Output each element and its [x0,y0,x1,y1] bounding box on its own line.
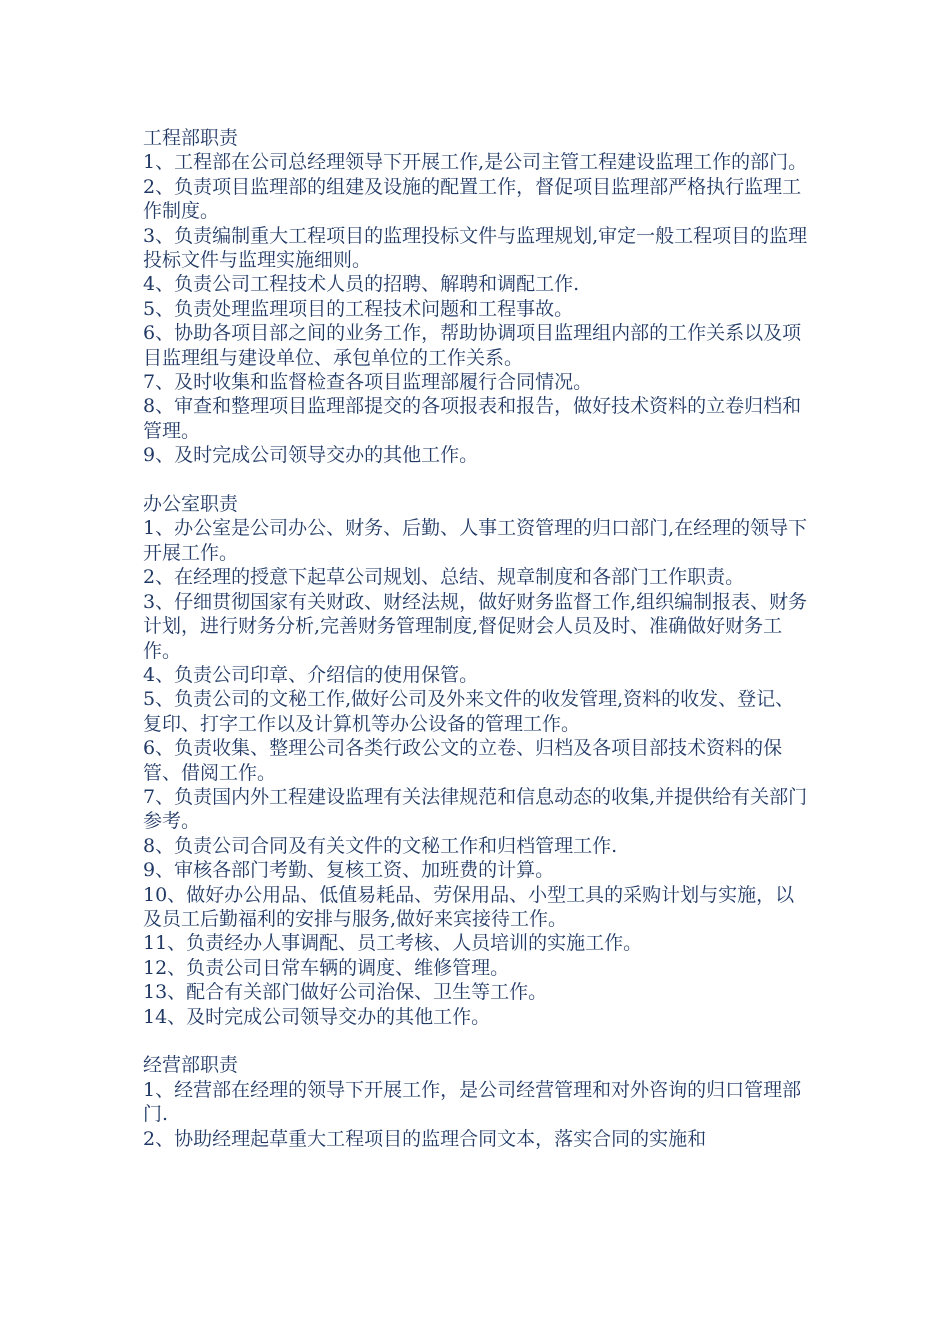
list-item: 9、及时完成公司领导交办的其他工作。 [143,444,479,467]
list-item: 14、及时完成公司领导交办的其他工作。 [143,1005,491,1028]
list-item: 12、负责公司日常车辆的调度、维修管理。 [143,956,510,979]
section-title: 经营部职责 [143,1054,239,1077]
list-item: 8、审查和整理项目监理部提交的各项报表和报告，做好技术资料的立卷归档和管理。 [143,395,802,442]
list-item: 1、经营部在经理的领导下开展工作，是公司经营管理和对外咨询的归口管理部门. [143,1078,802,1126]
section-business [143,1053,808,1151]
list-item: 2、在经理的授意下起草公司规划、总结、规章制度和各部门工作职责。 [143,566,745,589]
list-item: 11、负责经办人事调配、员工考核、人员培训的实施工作。 [143,932,643,955]
list-item: 9、审核各部门考勤、复核工资、加班费的计算。 [143,859,555,882]
list-item: 8、负责公司合同及有关文件的文秘工作和归档管理工作. [143,834,618,857]
list-item: 3、负责编制重大工程项目的监理投标文件与监理规划,审定一般工程项目的监理投标文件与监理实施细则。 [143,224,808,272]
list-item: 4、负责公司印章、介绍信的使用保管。 [143,663,479,686]
list-item: 2、负责项目监理部的组建及设施的配置工作，督促项目监理部严格执行监理工作制度。 [143,175,802,223]
section-engineering [143,126,808,468]
list-item: 1、工程部在公司总经理领导下开展工作,是公司主管工程建设监理工作的部门。 [143,151,808,174]
section-office [143,492,808,1029]
list-item: 10、做好办公用品、低值易耗品、劳保用品、小型工具的采购计划与实施，以及员工后勤福利的安排与服务,做好来宾接待工作。 [143,883,795,930]
section-title: 办公室职责 [143,493,239,516]
list-item: 13、配合有关部门做好公司治保、卫生等工作。 [143,981,548,1004]
list-item: 7、及时收集和监督检查各项目监理部履行合同情况。 [143,371,593,394]
list-item: 6、协助各项目部之间的业务工作，帮助协调项目监理组内部的工作关系以及项目监理组与建设单位、承包单位的工作关系。 [143,322,802,369]
list-item: 3、仔细贯彻国家有关财政、财经法规，做好财务监督工作,组织编制报表、财务计划，进行财务分析,完善财务管理制度,督促财会人员及时、准确做好财务工作。 [143,590,808,662]
document-page [143,126,808,1151]
section-title: 工程部职责 [143,127,239,149]
list-item: 7、负责国内外工程建设监理有关法律规范和信息动态的收集,并提供给有关部门参考。 [143,785,808,833]
list-item: 5、负责公司的文秘工作,做好公司及外来文件的收发管理,资料的收发、登记、复印、打字工作以及计算机等办公设备的管理工作。 [143,688,795,735]
list-item: 5、负责处理监理项目的工程技术问题和工程事故。 [143,297,574,320]
list-item: 2、协助经理起草重大工程项目的监理合同文本，落实合同的实施和 [143,1127,707,1150]
list-item: 1、办公室是公司办公、财务、后勤、人事工资管理的归口部门,在经理的领导下开展工作。 [143,517,808,564]
list-item: 4、负责公司工程技术人员的招聘、解聘和调配工作. [143,273,580,296]
list-item: 6、负责收集、整理公司各类行政公文的立卷、归档及各项目部技术资料的保管、借阅工作。 [143,737,783,784]
